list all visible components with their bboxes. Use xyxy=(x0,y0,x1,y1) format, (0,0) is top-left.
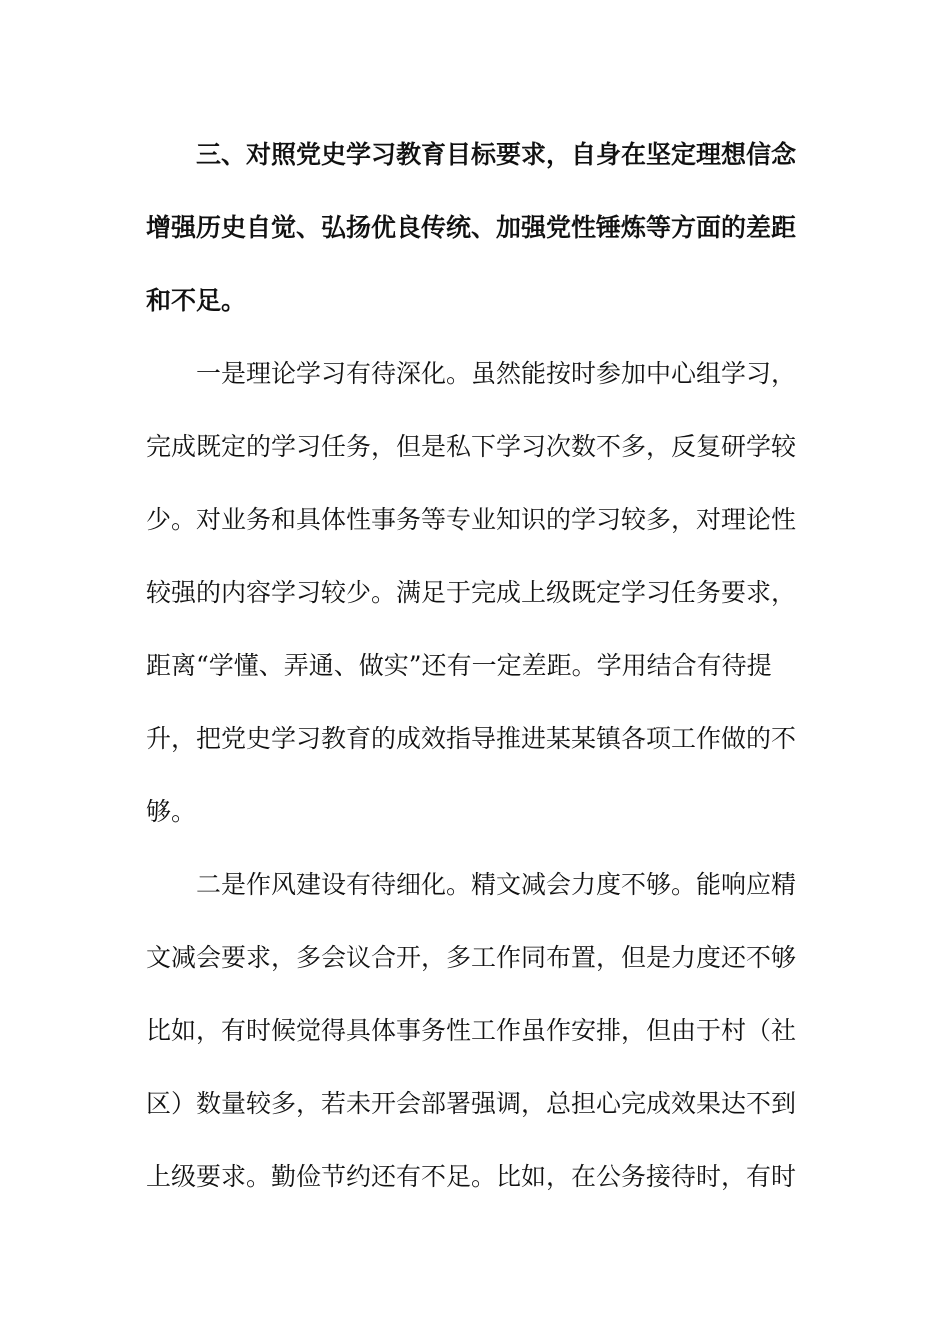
paragraph-line: 区）数量较多，若未开会部署强调，总担心完成效果达不到 xyxy=(146,1089,797,1118)
paragraph-line: 二是作风建设有待细化。精文减会力度不够。能响应精 xyxy=(196,870,797,899)
paragraph-line: 距离“学懂、弄通、做实”还有一定差距。学用结合有待提 xyxy=(146,651,772,680)
section-heading xyxy=(146,118,810,337)
paragraph-line: 够。 xyxy=(146,797,197,826)
document-body xyxy=(146,118,810,1213)
heading-line: 三、对照党史学习教育目标要求，自身在坚定理想信念 xyxy=(196,140,797,169)
paragraph-line: 一是理论学习有待深化。虽然能按时参加中心组学习， xyxy=(196,359,797,388)
paragraph-work-style xyxy=(146,848,810,1213)
paragraph-line: 升，把党史学习教育的成效指导推进某某镇各项工作做的不 xyxy=(146,724,797,753)
paragraph-theory-study xyxy=(146,337,810,848)
paragraph-line: 上级要求。勤俭节约还有不足。比如，在公务接待时，有时 xyxy=(146,1162,797,1191)
heading-line: 和不足。 xyxy=(146,286,247,315)
heading-line: 增强历史自觉、弘扬优良传统、加强党性锤炼等方面的差距 xyxy=(146,213,797,242)
paragraph-line: 文减会要求，多会议合开，多工作同布置，但是力度还不够 xyxy=(146,943,797,972)
paragraph-line: 完成既定的学习任务，但是私下学习次数不多，反复研学较 xyxy=(146,432,797,461)
paragraph-line: 较强的内容学习较少。满足于完成上级既定学习任务要求， xyxy=(146,578,797,607)
paragraph-line: 比如，有时候觉得具体事务性工作虽作安排，但由于村（社 xyxy=(146,1016,797,1045)
paragraph-line: 少。对业务和具体性事务等专业知识的学习较多，对理论性 xyxy=(146,505,797,534)
